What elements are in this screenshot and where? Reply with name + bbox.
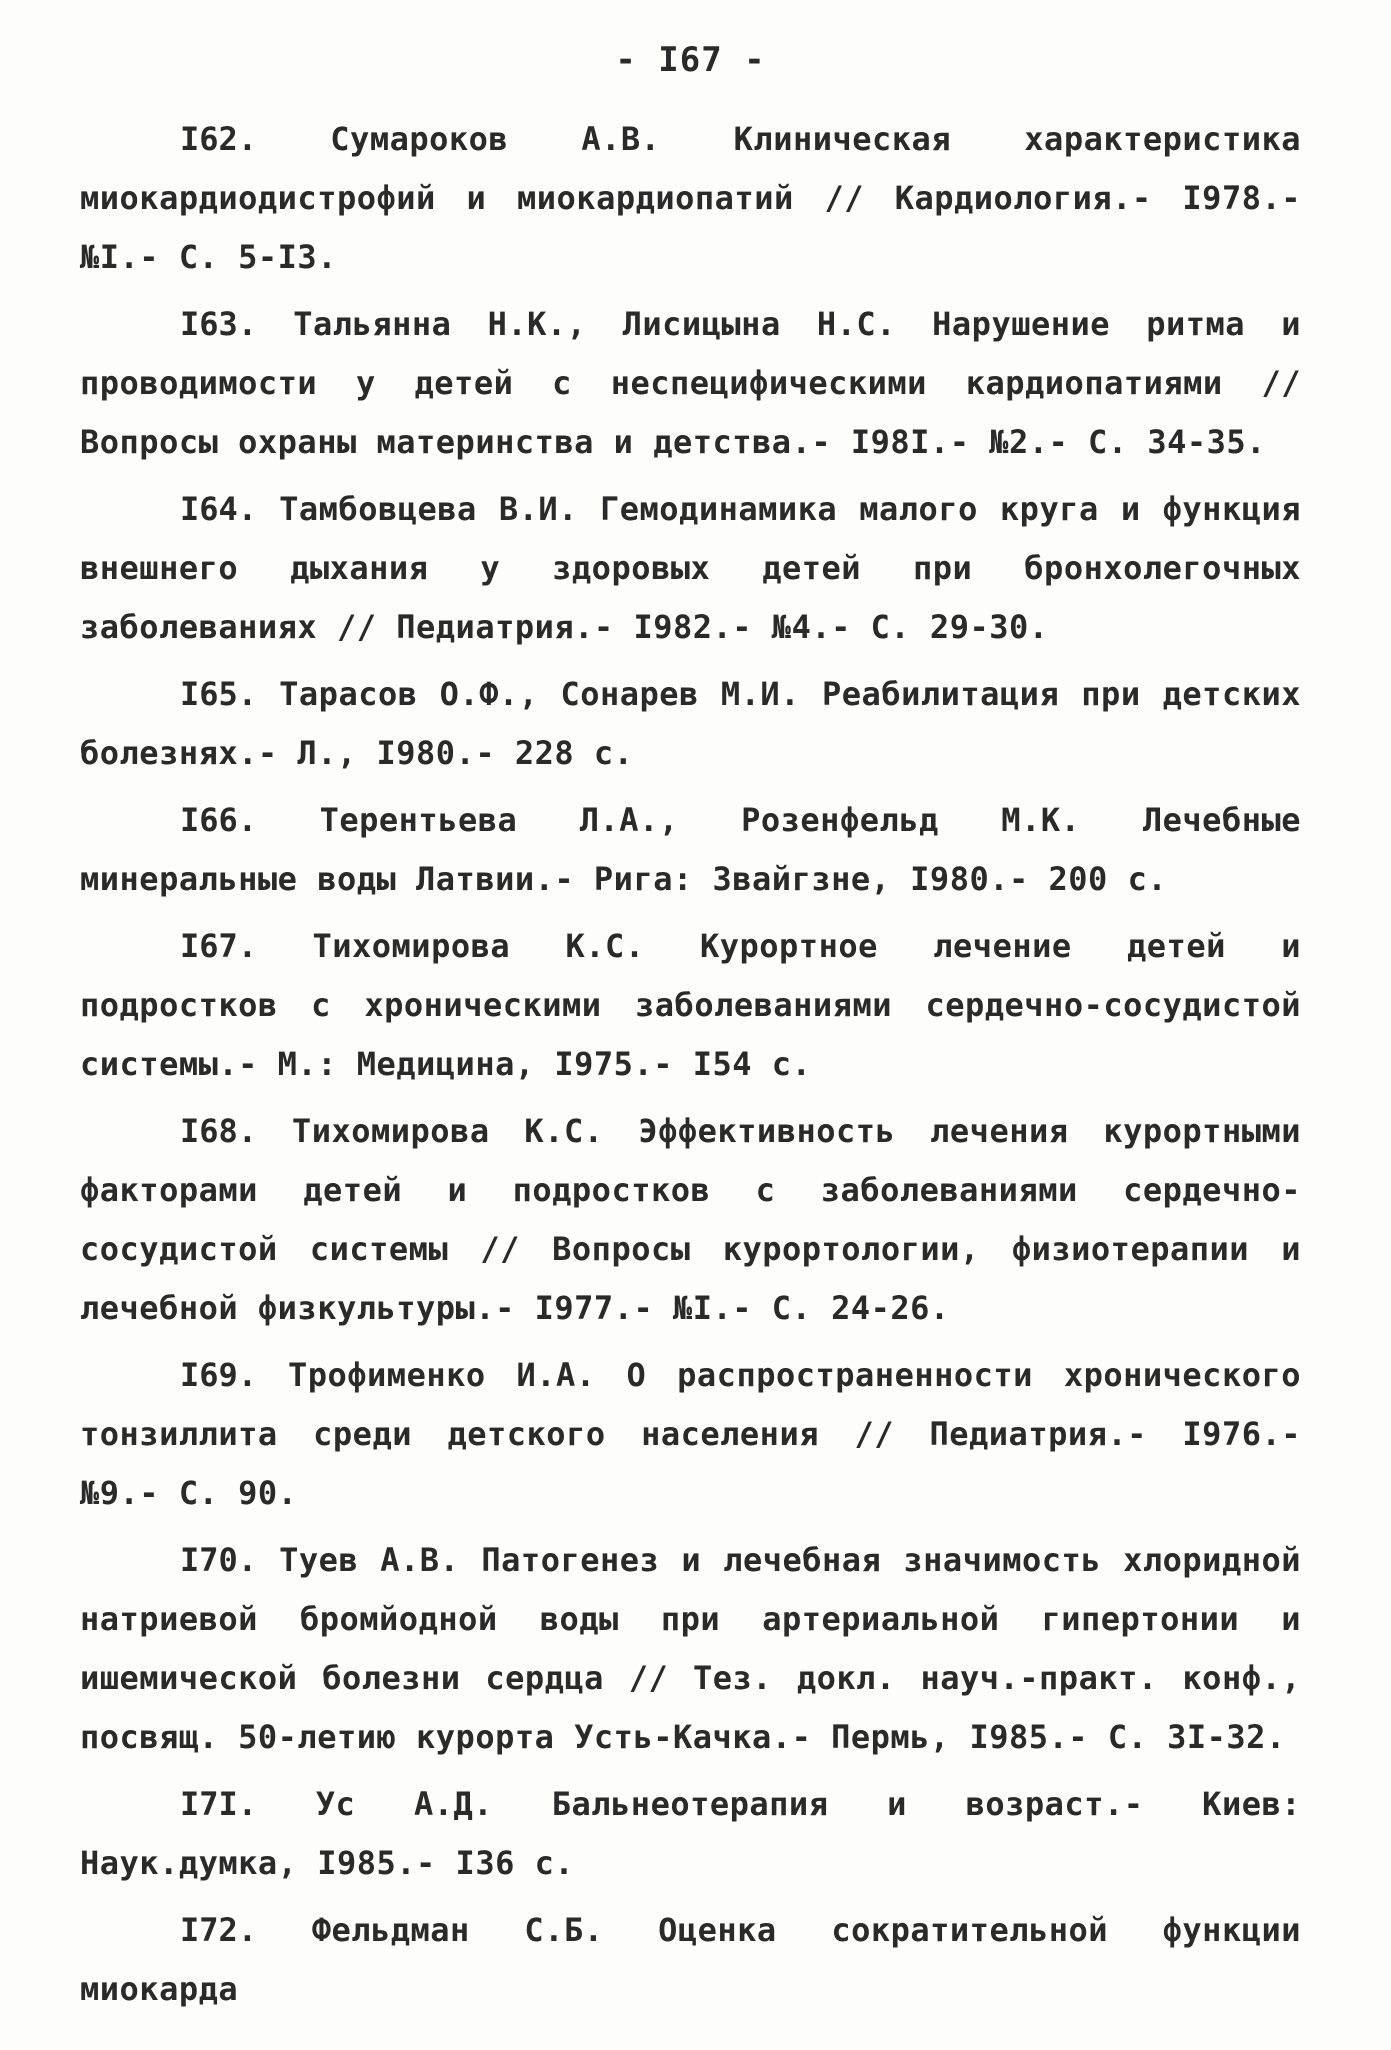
entry-number: I7I. [180,1785,258,1823]
page-number: - I67 - [615,40,766,80]
entry-text: Тарасов О.Ф., Сонарев М.И. Реабилитация при детских болезнях.- Л., I980.- 228 с. [80,675,1302,772]
entry-number: I64. [180,490,258,528]
entry-text: Трофименко И.А. О распространенности хронического тонзиллита среди детского населения // Педиатрия.- I976.- №9.- С. 90. [80,1356,1302,1512]
entry-text: Тальянна Н.К., Лисицына Н.С. Нарушение ритма и проводимости у детей с неспецифическими кардиопатиями // Вопросы охраны материнства и детства.- I98I.- №2.- С. 34-35. [80,305,1301,461]
bibliography-entry [80,1531,1301,1767]
entry-text: Тамбовцева В.И. Гемодинамика малого круга и функция внешнего дыхания у здоровых детей при бронхолегочных заболеваниях // Педиатрия.- I982.- №4.- С. 29-30. [80,490,1302,646]
bibliography-entry [80,1901,1301,2019]
entry-text: Ус А.Д. Бальнеотерапия и возраст.- Киев: Наук.думка, I985.- I36 с. [80,1785,1302,1882]
bibliography-list [80,110,1301,2019]
bibliography-entry [80,791,1301,909]
entry-text: Тихомирова К.С. Эффективность лечения курортными факторами детей и подростков с заболеваниями сердечно-сосудистой системы // Вопросы курортологии, физиотерапии и лечебной физкультуры.- I977.- №I.- С. 24-26. [80,1112,1302,1327]
entry-number: I72. [180,1911,258,1949]
entry-number: I66. [180,801,258,839]
bibliography-entry [80,295,1301,472]
entry-number: I68. [180,1112,258,1150]
bibliography-entry [80,480,1301,657]
bibliography-entry [80,1775,1301,1893]
bibliography-entry [80,917,1301,1094]
entry-number: I65. [180,675,258,713]
bibliography-entry [80,665,1301,783]
bibliography-entry [80,1102,1301,1338]
entry-number: I69. [180,1356,258,1394]
entry-text: Тихомирова К.С. Курортное лечение детей и подростков с хроническими заболеваниями сердечно-сосудистой системы.- М.: Медицина, I975.- I54 с. [80,927,1302,1083]
entry-number: I63. [180,305,258,343]
entry-number: I70. [180,1541,258,1579]
bibliography-entry [80,110,1301,287]
entry-number: I62. [180,120,258,158]
entry-number: I67. [180,927,258,965]
entry-text: Терентьева Л.А., Розенфельд М.К. Лечебные минеральные воды Латвии.- Рига: Звайгзне, I980.- 200 с. [80,801,1302,898]
entry-text: Фельдман С.Б. Оценка сократительной функции миокарда [80,1911,1302,2008]
entry-text: Сумароков А.В. Клиническая характеристика миокардиодистрофий и миокардиопатий // Кардиология.- I978.- №I.- С. 5-I3. [80,120,1302,276]
bibliography-entry [80,1346,1301,1523]
entry-text: Туев А.В. Патогенез и лечебная значимость хлоридной натриевой бромйодной воды при артериальной гипертонии и ишемической болезни сердца // Тез. докл. науч.-практ. конф., посвящ. 50-летию курорта Усть-Качка.- Пермь, I985.- С. 3I-32. [80,1541,1302,1756]
